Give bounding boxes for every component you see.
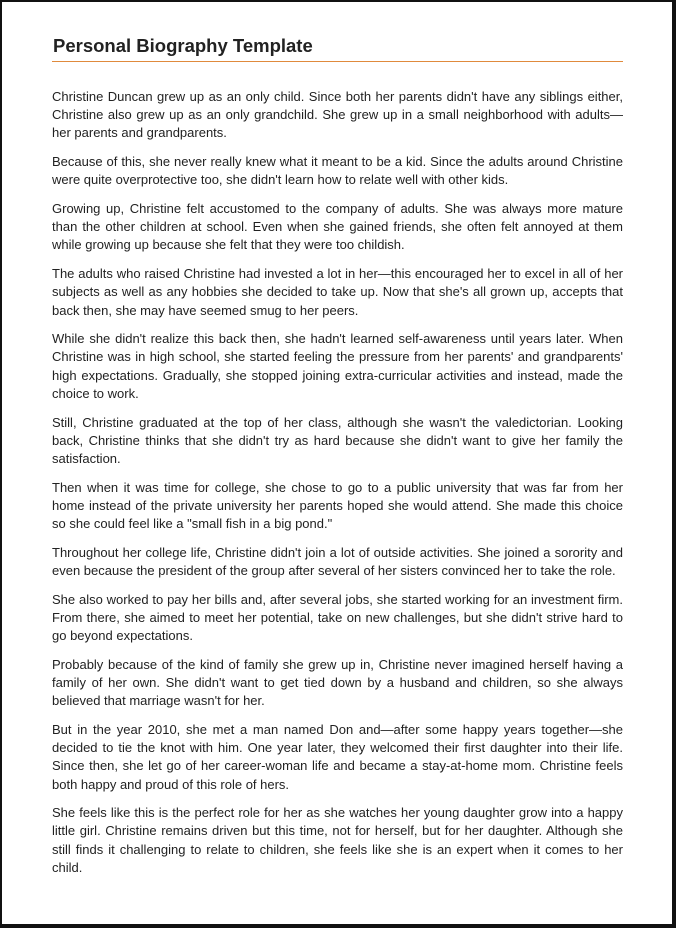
paragraph-11: But in the year 2010, she met a man named Don and—after some happy years together—she decided to tie the knot with him. One year later, they welcomed their first daughter into their life. Since then, she let go of her career-woman life and became a stay-at-home mom. Christine feels both happy and proud of this role of hers. xyxy=(52,721,623,792)
paragraph-6: Still, Christine graduated at the top of her class, although she wasn't the valedictorian. Looking back, Christine thinks that she didn't try as hard because she didn't want to give her family the satisfaction. xyxy=(52,414,623,466)
paragraph-5: While she didn't realize this back then, she hadn't learned self-awareness until years later. When Christine was in high school, she started feeling the pressure from her parents' and grandparents' high expectations. Gradually, she stopped joining extra-curricular activities and instead, made the choice to work. xyxy=(52,331,623,401)
paragraph-7: Then when it was time for college, she chose to go to a public university that was far from her home instead of the private university her parents hoped she would attend. She made this choice so she could feel like a "small fish in a big pond." xyxy=(52,479,623,532)
paragraph-4: The adults who raised Christine had invested a lot in her—this encouraged her to excel in all of her subjects as well as any hobbies she decided to take up. Now that she's all grown up, accepts that back then, she may have seemed smug to her peers. xyxy=(52,266,623,318)
document-content xyxy=(52,35,623,888)
page-title: Personal Biography Template xyxy=(52,35,623,62)
paragraph-8: Throughout her college life, Christine didn't join a lot of outside activities. She joined a sorority and even because the president of the group after several of her sisters convinced her to take the role. xyxy=(52,544,623,578)
paragraph-2: Because of this, she never really knew what it meant to be a kid. Since the adults around Christine were quite overprotective too, she didn't learn how to relate well with other kids. xyxy=(52,154,623,188)
paragraph-10: Probably because of the kind of family she grew up in, Christine never imagined herself having a family of her own. She didn't want to get tied down by a husband and children, so she always believed that marriage wasn't for her. xyxy=(52,656,623,709)
paragraph-9: She also worked to pay her bills and, after several jobs, she started working for an investment firm. From there, she aimed to meet her potential, take on new challenges, but she didn't strive hard to go beyond expectations. xyxy=(52,591,623,644)
biography-body xyxy=(52,88,623,877)
paragraph-1: Christine Duncan grew up as an only child. Since both her parents didn't have any siblings either, Christine also grew up as an only grandchild. She grew up in a small neighborhood with adults—her parents and grandparents. xyxy=(52,89,623,141)
paragraph-12: She feels like this is the perfect role for her as she watches her young daughter grow into a happy little girl. Christine remains driven but this time, not for herself, but for her daughter. Although she still finds it challenging to relate to children, she feels like she is an expert when it comes to her child. xyxy=(52,805,623,875)
paragraph-3: Growing up, Christine felt accustomed to the company of adults. She was always more mature than the other children at school. Even when she gained friends, she often felt annoyed at them while growing up because she felt that they were too childish. xyxy=(52,201,623,253)
